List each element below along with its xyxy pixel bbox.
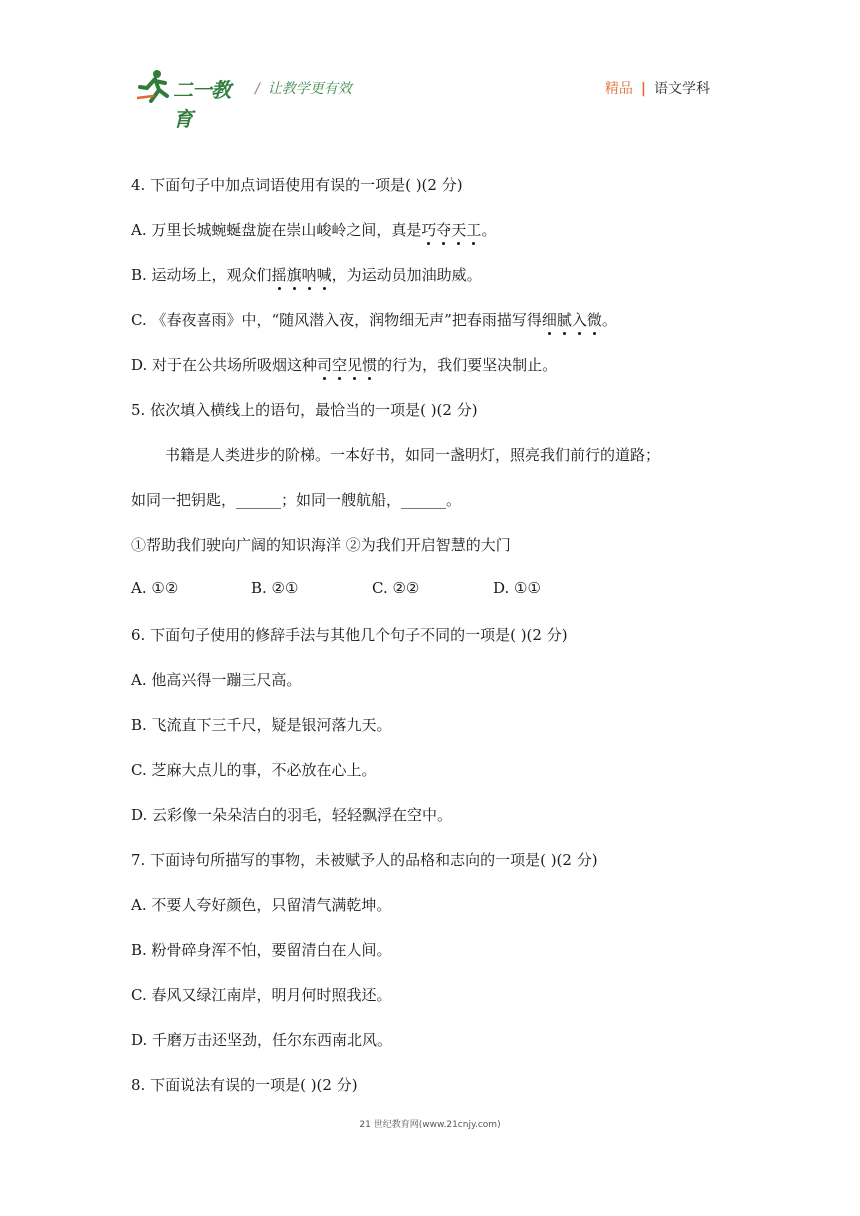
- q4-option-d: [131, 354, 557, 375]
- q6-option-d: D. 云彩像一朵朵洁白的羽毛，轻轻飘浮在空中。: [131, 806, 453, 824]
- q4-c-text: C. 《春夜喜雨》中，“随风潜入夜，润物细无声”把春雨描写得: [131, 311, 542, 329]
- logo: [137, 68, 247, 131]
- dotted-char: 巧: [421, 221, 437, 239]
- dotted-char: 惯: [362, 356, 378, 374]
- q6-option-a: A. 他高兴得一蹦三尺高。: [131, 671, 302, 689]
- q7-option-b: B. 粉骨碎身浑不怕，要留清白在人间。: [131, 941, 392, 959]
- q4-stem: 4. 下面句子中加点词语使用有误的一项是( )(2 分): [131, 176, 463, 194]
- q4-b-end: ，为运动员加油助威。: [331, 266, 482, 284]
- dotted-char: 见: [347, 356, 363, 374]
- dotted-char: 入: [571, 311, 587, 329]
- logo-text: 二一教育: [173, 78, 230, 131]
- q4-option-c: [131, 309, 617, 330]
- slogan-text: 让教学更有效: [267, 81, 352, 97]
- q4-a-end: 。: [481, 221, 497, 239]
- q7-option-a: A. 不要人夸好颜色，只留清气满乾坤。: [131, 896, 392, 914]
- q5-option-a: A. ①②: [131, 579, 179, 597]
- q5-stem: 5. 依次填入横线上的语句，最恰当的一项是( )(2 分): [131, 401, 478, 419]
- dotted-char: 细: [541, 311, 557, 329]
- dotted-char: 喊: [316, 266, 332, 284]
- q6-stem: 6. 下面句子使用的修辞手法与其他几个句子不同的一项是( )(2 分): [131, 626, 568, 644]
- q5-option-b: B. ②①: [251, 579, 299, 597]
- subject-badge: [605, 78, 710, 98]
- runner-logo-icon: [137, 68, 173, 104]
- dotted-char: 司: [317, 356, 333, 374]
- q7-option-c: C. 春风又绿江南岸，明月何时照我还。: [131, 986, 392, 1004]
- page-footer: 21 世纪教育网(www.21cnjy.com): [359, 1120, 501, 1130]
- dotted-char: 夺: [436, 221, 452, 239]
- q4-option-a: [131, 219, 496, 240]
- badge-subject: 语文学科: [654, 81, 710, 97]
- q4-option-b: [131, 264, 482, 285]
- badge-separator: |: [640, 81, 646, 97]
- q4-b-text: B. 运动场上，观众们: [131, 266, 272, 284]
- dotted-char: 天: [451, 221, 467, 239]
- q5-options: [131, 579, 541, 597]
- q7-stem: 7. 下面诗句所描写的事物，未被赋予人的品格和志向的一项是( )(2 分): [131, 851, 598, 869]
- q6-option-c: C. 芝麻大点儿的事，不必放在心上。: [131, 761, 377, 779]
- q5-passage-line2: 如同一把钥匙，______；如同一艘航船，______。: [131, 491, 462, 509]
- q4-c-end: 。: [601, 311, 617, 329]
- q4-d-text: D. 对于在公共场所吸烟这种: [131, 356, 318, 374]
- q5-passage-line1: 书籍是人类进步的阶梯。一本好书，如同一盏明灯，照亮我们前行的道路；: [165, 446, 661, 464]
- q4-a-text: A. 万里长城蜿蜒盘旋在崇山峻岭之间，真是: [131, 221, 422, 239]
- dotted-char: 微: [586, 311, 602, 329]
- dotted-char: 空: [332, 356, 348, 374]
- q7-option-d: D. 千磨万击还坚劲，任尔东西南北风。: [131, 1031, 393, 1049]
- dotted-char: 工: [466, 221, 482, 239]
- dotted-char: 摇: [271, 266, 287, 284]
- dotted-char: 旗: [286, 266, 302, 284]
- dotted-char: 呐: [301, 266, 317, 284]
- dotted-char: 腻: [556, 311, 572, 329]
- badge-quality: 精品: [604, 81, 633, 97]
- q6-option-b: B. 飞流直下三千尺，疑是银河落九天。: [131, 716, 392, 734]
- page-header: [0, 0, 860, 131]
- q5-option-d: D. ①①: [493, 579, 541, 597]
- slogan: / 让教学更有效: [255, 81, 352, 97]
- q4-d-end: 的行为，我们要坚决制止。: [377, 356, 558, 374]
- q5-option-c: C. ②②: [372, 579, 420, 597]
- q8-stem: 8. 下面说法有误的一项是( )(2 分): [131, 1076, 358, 1094]
- q5-choices: ①帮助我们驶向广阔的知识海洋 ②为我们开启智慧的大门: [131, 536, 511, 554]
